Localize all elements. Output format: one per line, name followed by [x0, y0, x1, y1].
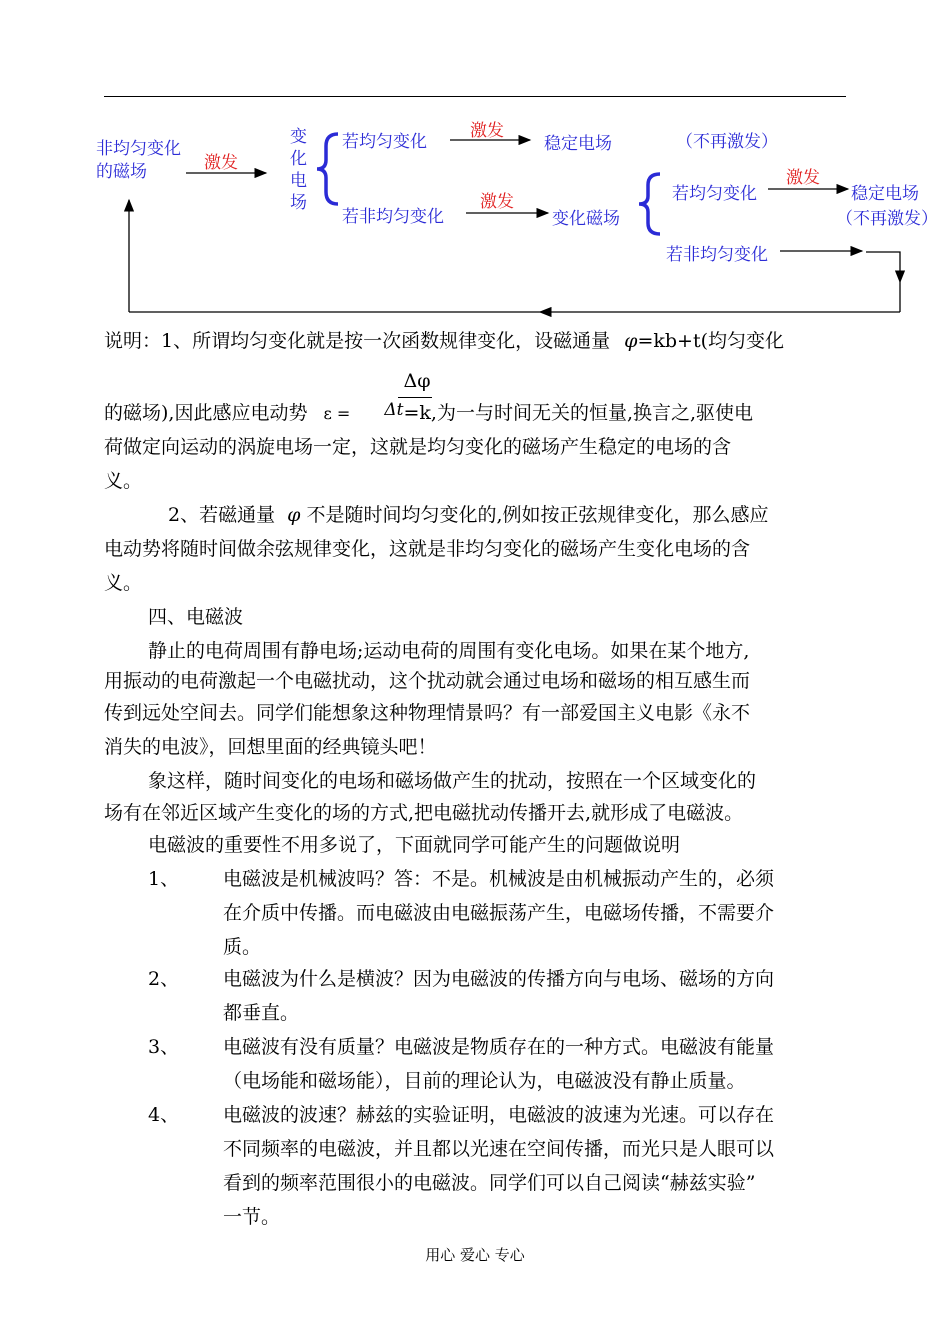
stable-e-field-2: 稳定电场	[851, 184, 919, 204]
para1-line: 传到远处空间去。同学们能想象这种物理情景吗？有一部爱国主义电影《永不	[104, 702, 751, 724]
para1-line: 消失的电波》，回想里面的经典镜头吧！	[104, 736, 437, 758]
explain-text: 2、若磁通量	[168, 504, 276, 526]
vchar: 场	[290, 193, 307, 213]
vchar: 化	[290, 149, 307, 169]
emf-symbol: ε =	[323, 404, 351, 423]
section-heading: 四、电磁波	[148, 606, 244, 628]
para3: 电磁波的重要性不用多说了，下面就同学可能产生的问题做说明	[148, 834, 681, 856]
para2-line: 场有在邻近区域产生变化的场的方式,把电磁扰动传播开去,就形成了电磁波。	[104, 802, 744, 824]
explain-line4: 义。	[104, 470, 143, 492]
explain-line1	[104, 324, 784, 358]
fraction-numerator: Δφ	[403, 370, 431, 392]
excite-label-1: 激发	[204, 153, 238, 173]
item-line: 看到的频率范围很小的电磁波。同学们可以自己阅读“赫兹实验”	[223, 1172, 756, 1194]
para1-line: 静止的电荷周围有静电场;运动电荷的周围有变化电场。如果在某个地方,	[148, 640, 750, 662]
item-line: （电场能和磁场能），目前的理论认为，电磁波没有静止质量。	[223, 1070, 746, 1092]
explain-text: =k,为一与时间无关的恒量,换言之,驱使电	[403, 402, 754, 424]
para2-line: 象这样，随时间变化的电场和磁场做产生的扰动，按照在一个区域变化的	[148, 770, 757, 792]
para1-line: 用振动的电荷激起一个电磁扰动，这个扰动就会通过电场和磁场的相互感生而	[104, 670, 751, 692]
formula-text: =kb+t(均匀变化	[637, 330, 785, 352]
explain-text: 说明：1、所谓均匀变化就是按一次函数规律变化，设磁通量	[104, 330, 611, 352]
phi-symbol: φ	[287, 504, 301, 526]
brace-1	[314, 132, 342, 206]
item-number: 3、	[148, 1036, 180, 1058]
stable-e-field-1: 稳定电场	[544, 134, 612, 154]
excite-label-4: 激发	[786, 168, 820, 188]
changing-b-field: 变化磁场	[552, 209, 620, 229]
excite-label-2: 激发	[470, 121, 504, 141]
explain-p2-line1	[168, 498, 769, 532]
explain-line2	[104, 396, 753, 431]
vchar: 电	[290, 171, 307, 191]
arrow-down-right	[866, 252, 900, 282]
no-more-excite-2: （不再激发）	[836, 209, 938, 229]
changing-e-field-label	[290, 126, 307, 214]
vchar: 变	[290, 127, 307, 147]
nonuniform-change-2: 若非均匀变化	[666, 245, 768, 265]
item-line: 在介质中传播。而电磁波由电磁振荡产生，电磁场传播，不需要介	[223, 902, 775, 924]
item-line: 都垂直。	[223, 1002, 300, 1024]
source-label-line1: 非均匀变化	[96, 139, 181, 159]
item-number: 2、	[148, 968, 180, 990]
explain-line3: 荷做定向运动的涡旋电场一定，这就是均匀变化的磁场产生稳定的电场的含	[104, 436, 732, 458]
explain-p2-line3: 义。	[104, 572, 143, 594]
uniform-change-2: 若均匀变化	[672, 184, 757, 204]
item-line: 不同频率的电磁波，并且都以光速在空间传播，而光只是人眼可以	[223, 1138, 775, 1160]
fraction-denominator: Δt	[384, 400, 404, 420]
item-line: 一节。	[223, 1206, 281, 1228]
item-line: 电磁波的波速？赫兹的实验证明，电磁波的波速为光速。可以存在	[223, 1104, 775, 1126]
phi-symbol: φ	[624, 330, 638, 352]
source-label-line2: 的磁场	[96, 162, 147, 182]
item-line: 电磁波有没有质量？电磁波是物质存在的一种方式。电磁波有能量	[223, 1036, 775, 1058]
item-line: 质。	[223, 936, 262, 958]
item-number: 1、	[148, 868, 180, 890]
nonuniform-change-1: 若非均匀变化	[342, 207, 444, 227]
brace-2	[636, 172, 664, 236]
excite-label-3: 激发	[480, 192, 514, 212]
source-label	[96, 138, 181, 184]
page-footer: 用心 爱心 专心	[425, 1246, 525, 1264]
item-line: 电磁波是机械波吗？答：不是。机械波是由机械振动产生的，必须	[223, 868, 775, 890]
item-line: 电磁波为什么是横波？因为电磁波的传播方向与电场、磁场的方向	[223, 968, 775, 990]
item-number: 4、	[148, 1104, 180, 1126]
no-more-excite-1: （不再激发）	[676, 132, 778, 152]
explain-text: 不是随时间均匀变化的,例如按正弦规律变化，那么感应	[306, 504, 769, 526]
uniform-change-1: 若均匀变化	[342, 132, 427, 152]
explain-text: 的磁场),因此感应电动势	[104, 402, 308, 424]
explain-p2-line2: 电动势将随时间做余弦规律变化，这就是非均匀变化的磁场产生变化电场的含	[104, 538, 751, 560]
